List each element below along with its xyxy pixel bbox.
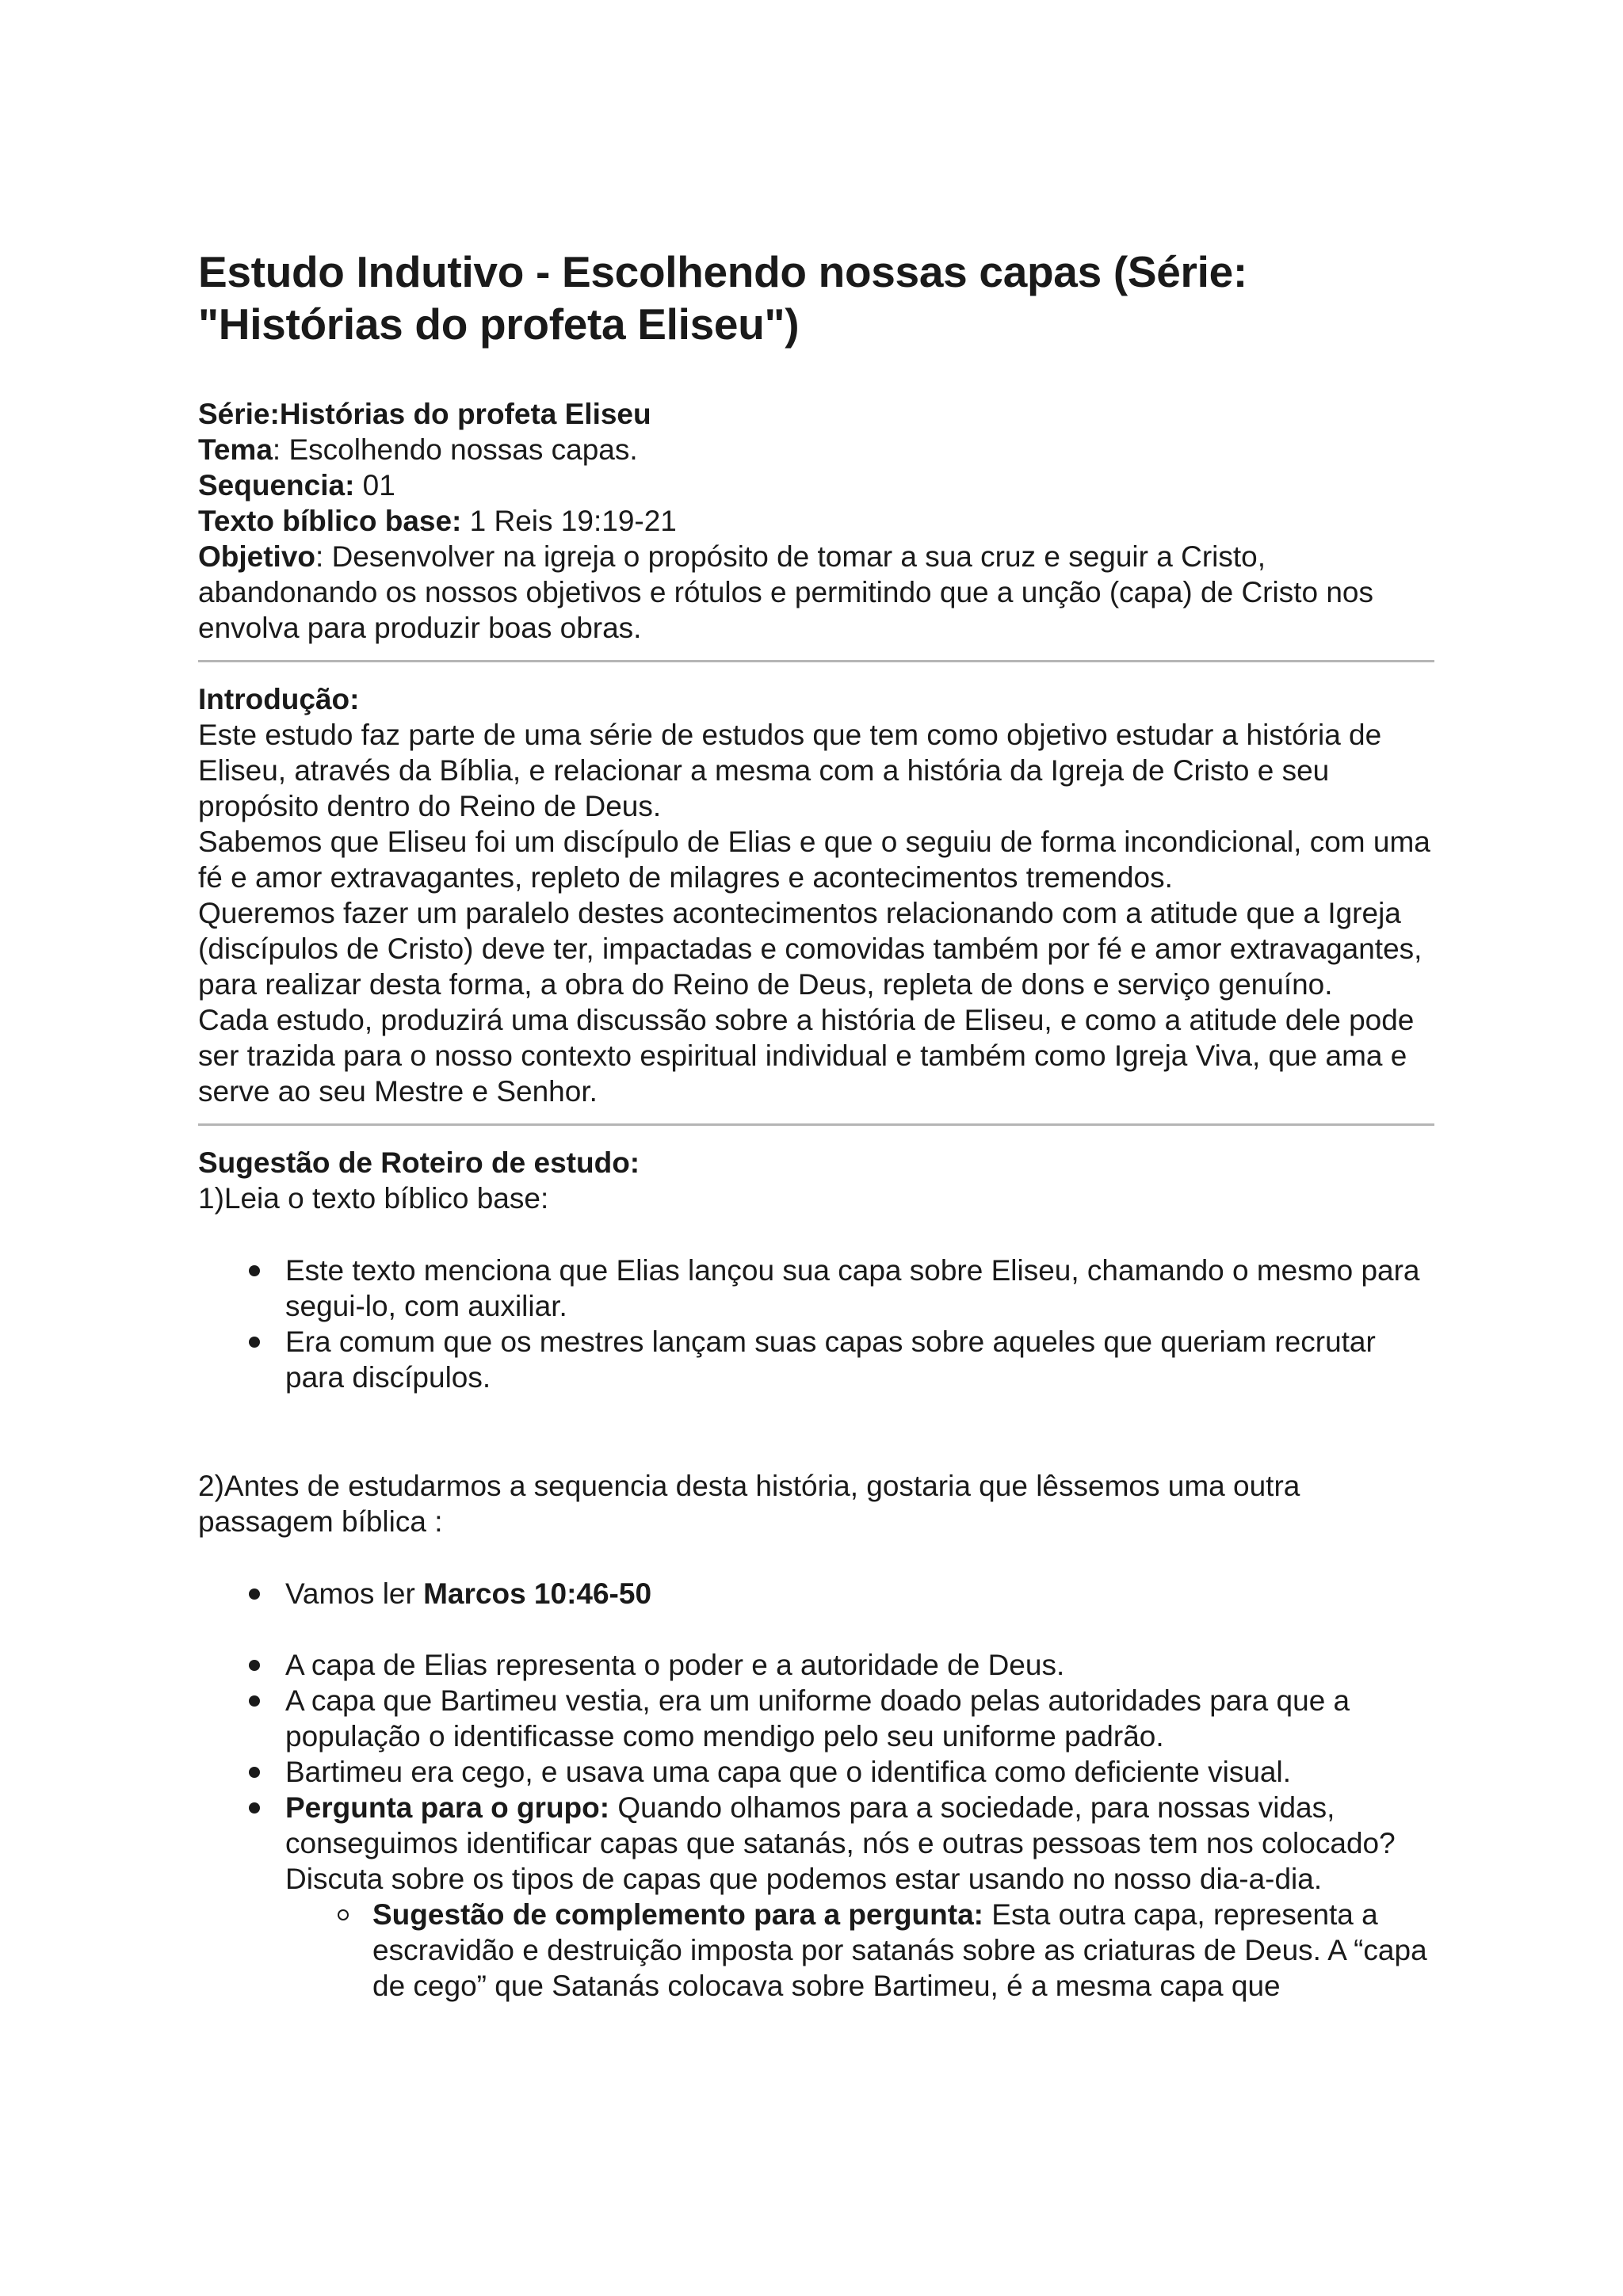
list-item [285, 1647, 1434, 1683]
list-item-text: A capa que Bartimeu vestia, era um uniforme doado pelas autoridades para que a população o identificasse como mendigo pelo seu uniforme padrão. [285, 1684, 1350, 1753]
list-item-text: Bartimeu era cego, e usava uma capa que o identifica como deficiente visual. [285, 1756, 1292, 1788]
list-item [372, 1897, 1434, 2004]
list-item-text: Este texto menciona que Elias lançou sua capa sobre Eliseu, chamando o mesmo para segui-lo, com auxiliar. [285, 1254, 1420, 1322]
intro-heading-text: Introdução: [198, 683, 360, 715]
roteiro-heading [198, 1145, 1434, 1180]
study-metadata [198, 396, 1434, 646]
spacer [198, 1216, 1434, 1253]
bullet-icon [249, 1767, 260, 1778]
tema-value: : Escolhendo nossas capas. [272, 433, 638, 466]
intro-section [198, 681, 1434, 1109]
objetivo-label: Objetivo [198, 540, 316, 573]
texto-base-label: Texto bíblico base: [198, 505, 462, 537]
serie-line [198, 396, 1434, 432]
bullet-icon [249, 1695, 260, 1707]
list-item [285, 1324, 1434, 1395]
intro-paragraph: Sabemos que Eliseu foi um discípulo de Elias e que o seguiu de forma incondicional, com uma fé e amor extravagantes, repleto de milagres e acontecimentos tremendos. [198, 826, 1430, 894]
intro-paragraph: Este estudo faz parte de uma série de estudos que tem como objetivo estudar a história de Eliseu, através da Bíblia, e relacionar a mesma com a história da Igreja de Cristo e seu propósito dentro do Reino de Deus. [198, 719, 1382, 822]
list-item-text: Era comum que os mestres lançam suas capas sobre aqueles que queriam recrutar para discípulos. [285, 1325, 1376, 1394]
list-item [285, 1790, 1434, 2004]
question-sublist [372, 1897, 1434, 2004]
step-2: 2)Antes de estudarmos a sequencia desta história, gostaria que lêssemos uma outra passagem bíblica : [198, 1470, 1300, 1538]
question-label: Pergunta para o grupo: [285, 1791, 610, 1824]
bible-reference: Marcos 10:46-50 [423, 1577, 652, 1610]
tema-line [198, 432, 1434, 467]
list-item [285, 1754, 1434, 1790]
list-item [285, 1253, 1434, 1324]
spacer [198, 1395, 1434, 1468]
list-item-text: A capa de Elias representa o poder e a autoridade de Deus. [285, 1649, 1065, 1681]
texto-base-value: 1 Reis 19:19-21 [461, 505, 677, 537]
spacer [198, 1611, 1434, 1647]
spacer [198, 1539, 1434, 1576]
hollow-bullet-icon [338, 1909, 349, 1920]
bullet-icon [249, 1802, 260, 1814]
intro-paragraph: Queremos fazer um paralelo destes acontecimentos relacionando com a atitude que a Igreja (discípulos de Cristo) deve ter, impactadas e comovidas também por fé e amor extravagantes, para realizar desta forma, a obra do Reino de Deus, repleta de dons e serviço genuíno. [198, 897, 1423, 1001]
step-2-list [285, 1647, 1434, 2004]
objetivo-value: : Desenvolver na igreja o propósito de tomar a sua cruz e seguir a Cristo, abandonando os nossos objetivos e rótulos e permitindo que a unção (capa) de Cristo nos envolva para produzir boas obras. [198, 540, 1373, 644]
roteiro-section [198, 1145, 1434, 2004]
sequencia-line [198, 467, 1434, 503]
list-item [285, 1576, 1434, 1611]
bullet-icon [249, 1337, 260, 1348]
intro-paragraph: Cada estudo, produzirá uma discussão sobre a história de Eliseu, e como a atitude dele pode ser trazida para o nosso contexto espiritual individual e também como Igreja Viva, que ama e serve ao seu Mestre e Senhor. [198, 1004, 1415, 1108]
suggestion-text: Esta outra capa, representa a escravidão e destruição imposta por satanás sobre as criaturas de Deus. A “capa de cego” que Satanás colocava sobre Bartimeu, é a mesma capa que [372, 1898, 1427, 2002]
divider [198, 1123, 1434, 1126]
step-2-read-list [285, 1576, 1434, 1611]
divider [198, 660, 1434, 662]
roteiro-heading-text: Sugestão de Roteiro de estudo: [198, 1146, 640, 1179]
suggestion-label: Sugestão de complemento para a pergunta: [372, 1898, 983, 1931]
question-text: Quando olhamos para a sociedade, para nossas vidas, conseguimos identificar capas que satanás, nós e outras pessoas tem nos colocado? Discuta sobre os tipos de capas que podemos estar usando no nosso dia-a-dia. [285, 1791, 1396, 1895]
document-title: Estudo Indutivo - Escolhendo nossas capas (Série: "Histórias do profeta Eliseu") [198, 247, 1247, 349]
step-1-list [285, 1253, 1434, 1395]
step-1: 1)Leia o texto bíblico base: [198, 1182, 549, 1215]
bullet-icon [249, 1589, 260, 1600]
document-page [198, 246, 1434, 2004]
serie-value: Histórias do profeta Eliseu [279, 398, 651, 430]
bullet-icon [249, 1265, 260, 1276]
texto-base-line [198, 503, 1434, 539]
read-prefix: Vamos ler [285, 1577, 424, 1610]
bullet-icon [249, 1660, 260, 1671]
serie-label: Série: [198, 398, 280, 430]
tema-label: Tema [198, 433, 273, 466]
sequencia-label: Sequencia: [198, 469, 355, 502]
sequencia-value: 01 [354, 469, 395, 502]
intro-heading [198, 681, 1434, 717]
objetivo-line [198, 539, 1434, 646]
list-item [285, 1683, 1434, 1754]
